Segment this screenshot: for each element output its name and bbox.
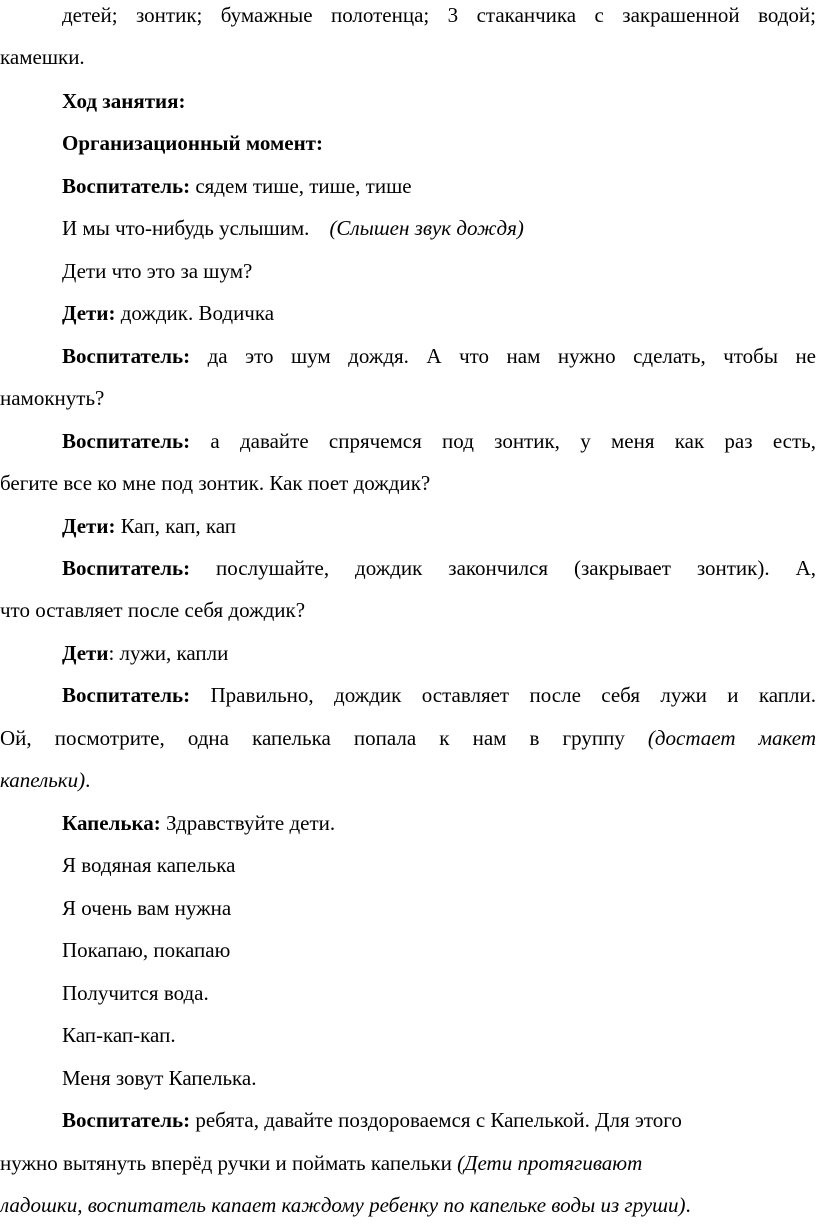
speech-text: ребята, давайте поздороваемся с Капелькой. Для этого (190, 1108, 682, 1132)
dialogue-line (0, 343, 816, 369)
text-line (0, 385, 816, 411)
poem-line (0, 1022, 816, 1048)
speech-text: Кап-кап-кап. (62, 1023, 176, 1047)
dialogue-line (0, 258, 816, 284)
poem-line (0, 852, 816, 878)
speech-text: Я очень вам нужна (62, 896, 232, 920)
speech-text: послушайте, дождик закончился (закрывает зонтик). А, (190, 556, 816, 580)
speech-text: дождик. Водичка (115, 301, 275, 325)
speech-text: Ой, посмотрите, одна капелька попала к нам в группу (0, 726, 648, 750)
poem-line (0, 895, 816, 921)
dialogue-line (0, 173, 816, 199)
speech-text: бегите все ко мне под зонтик. Как поет дождик? (0, 471, 431, 495)
dialogue-line (0, 555, 816, 581)
text-line (0, 470, 816, 496)
text: детей; зонтик; бумажные полотенца; 3 стаканчика с закрашенной водой; (62, 3, 816, 27)
speech-text: а давайте спрячемся под зонтик, у меня как раз есть, (190, 429, 816, 453)
dialogue-line (0, 682, 816, 708)
stage-note: капельки) (0, 768, 86, 792)
dialogue-line (0, 640, 816, 666)
poem-line (0, 937, 816, 963)
dialogue-line (0, 215, 816, 241)
text-line (0, 2, 816, 28)
speech-text: : лужи, капли (108, 641, 229, 665)
heading-text: Ход занятия: (62, 89, 186, 113)
dialogue-line (0, 428, 816, 454)
speaker-label: Воспитатель: (62, 344, 191, 368)
speech-text: Получится вода. (62, 981, 209, 1005)
speech-text: Здравствуйте дети. (160, 811, 336, 835)
text-line (0, 1150, 816, 1176)
speaker-label: Воспитатель: (62, 1108, 191, 1132)
speech-text: . (85, 768, 91, 792)
dialogue-line (0, 300, 816, 326)
speaker-label: Капелька: (62, 811, 161, 835)
speech-text: Покапаю, покапаю (62, 938, 231, 962)
stage-note: (Слышен звук дождя) (329, 216, 524, 240)
speech-text: И мы что-нибудь услышим. (62, 216, 310, 240)
speech-text: нужно вытянуть вперёд ручки и поймать капельки (0, 1151, 458, 1175)
dialogue-line (0, 513, 816, 539)
speech-text: . (685, 1193, 691, 1217)
speech-text: Кап, кап, кап (115, 514, 237, 538)
text: камешки. (0, 45, 85, 69)
dialogue-line (0, 1107, 816, 1133)
poem-line (0, 980, 816, 1006)
speech-text: Я водяная капелька (62, 853, 236, 877)
section-heading (0, 88, 816, 114)
text-line (0, 44, 816, 70)
poem-line (0, 1065, 816, 1091)
stage-note: ладошки, воспитатель капает каждому ребенку по капельке воды из груши) (0, 1193, 686, 1217)
section-heading (0, 130, 816, 156)
speech-text: сядем тише, тише, тише (190, 174, 412, 198)
speech-text: Дети что это за шум? (62, 259, 253, 283)
speech-text: что оставляет после себя дождик? (0, 598, 306, 622)
heading-text: Организационный момент: (62, 131, 323, 155)
text-line (0, 1192, 816, 1218)
speaker-label: Воспитатель: (62, 683, 191, 707)
speaker-label: Воспитатель: (62, 429, 191, 453)
speaker-label: Воспитатель: (62, 174, 191, 198)
speech-text: Правильно, дождик оставляет после себя лужи и капли. (190, 683, 816, 707)
speech-text: Меня зовут Капелька. (62, 1066, 257, 1090)
speaker-label: Дети: (62, 301, 116, 325)
speech-text: да это шум дождя. А что нам нужно сделать, чтобы не (190, 344, 816, 368)
speaker-label: Дети: (62, 514, 116, 538)
speaker-label: Дети (62, 641, 109, 665)
stage-note: (достает макет (647, 726, 816, 750)
speech-text: намокнуть? (0, 386, 105, 410)
stage-note: (Дети протягивают (457, 1151, 643, 1175)
text-line (0, 767, 816, 793)
speaker-label: Воспитатель: (62, 556, 191, 580)
dialogue-line (0, 810, 816, 836)
text-line (0, 597, 816, 623)
text-line (0, 725, 816, 751)
